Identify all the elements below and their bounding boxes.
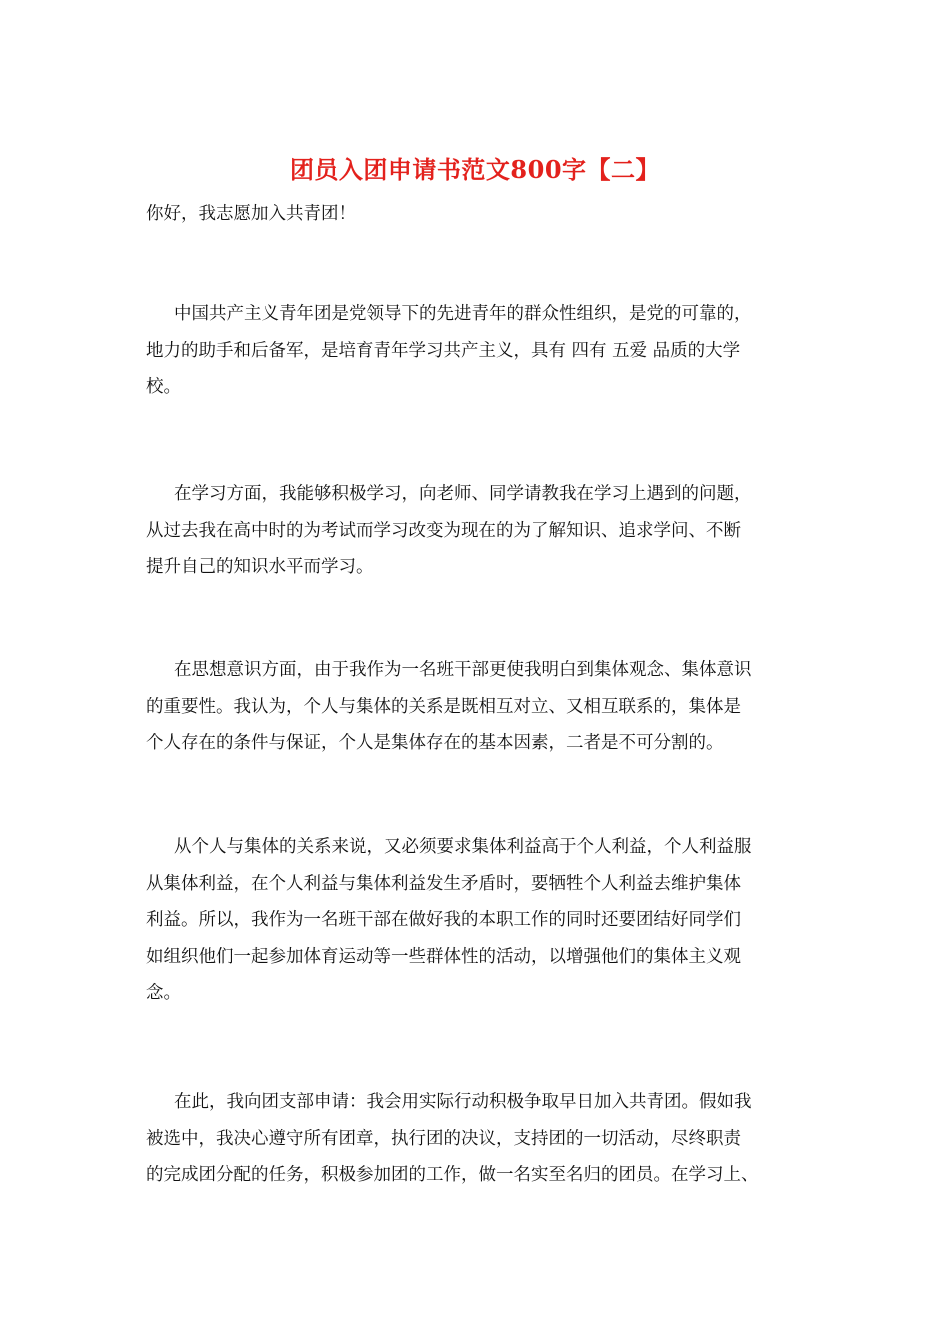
paragraph-line: 地力的助手和后备军，是培育青年学习共产主义，具有 四有 五爱 品质的大学 [146, 340, 741, 361]
paragraph-5 [146, 1084, 806, 1194]
paragraph-line: 被选中，我决心遵守所有团章，执行团的决议，支持团的一切活动，尽终职责 [146, 1128, 741, 1149]
paragraph-line: 利益。所以，我作为一名班干部在做好我的本职工作的同时还要团结好同学们 [146, 910, 741, 931]
paragraph-line: 在学习方面，我能够积极学习，向老师、同学请教我在学习上遇到的问题， [174, 484, 752, 504]
paragraph-line: 提升自己的知识水平而学习。 [146, 557, 374, 578]
greeting-line: 你好，我志愿加入共青团！ [146, 204, 356, 224]
paragraph-line: 念。 [146, 983, 181, 1004]
paragraph-line: 从集体利益，在个人利益与集体利益发生矛盾时，要牺牲个人利益去维护集体 [146, 873, 741, 894]
paragraph-4 [146, 829, 806, 1012]
paragraph-line: 在此，我向团支部申请：我会用实际行动积极争取早日加入共青团。假如我 [174, 1092, 752, 1112]
paragraph-line: 校。 [146, 377, 181, 398]
paragraph-line: 的重要性。我认为，个人与集体的关系是既相互对立、又相互联系的，集体是 [146, 696, 741, 717]
paragraph-2 [146, 476, 806, 586]
paragraph-3 [146, 652, 806, 762]
paragraph-line: 的完成团分配的任务，积极参加团的工作，做一名实至名归的团员。在学习上、 [146, 1165, 759, 1186]
paragraph-1 [146, 296, 806, 406]
paragraph-line: 个人存在的条件与保证，个人是集体存在的基本因素，二者是不可分割的。 [146, 733, 724, 754]
paragraph-line: 中国共产主义青年团是党领导下的先进青年的群众性组织，是党的可靠的， [174, 304, 752, 324]
paragraph-line: 在思想意识方面，由于我作为一名班干部更使我明白到集体观念、集体意识 [174, 660, 752, 680]
paragraph-line: 从过去我在高中时的为考试而学习改变为现在的为了解知识、追求学问、不断 [146, 520, 741, 541]
document-title: 团员入团申请书范文800字【二】 [289, 155, 661, 184]
paragraph-line: 如组织他们一起参加体育运动等一些群体性的活动，以增强他们的集体主义观 [146, 946, 741, 967]
paragraph-line: 从个人与集体的关系来说，又必须要求集体利益高于个人利益，个人利益服 [174, 837, 752, 857]
